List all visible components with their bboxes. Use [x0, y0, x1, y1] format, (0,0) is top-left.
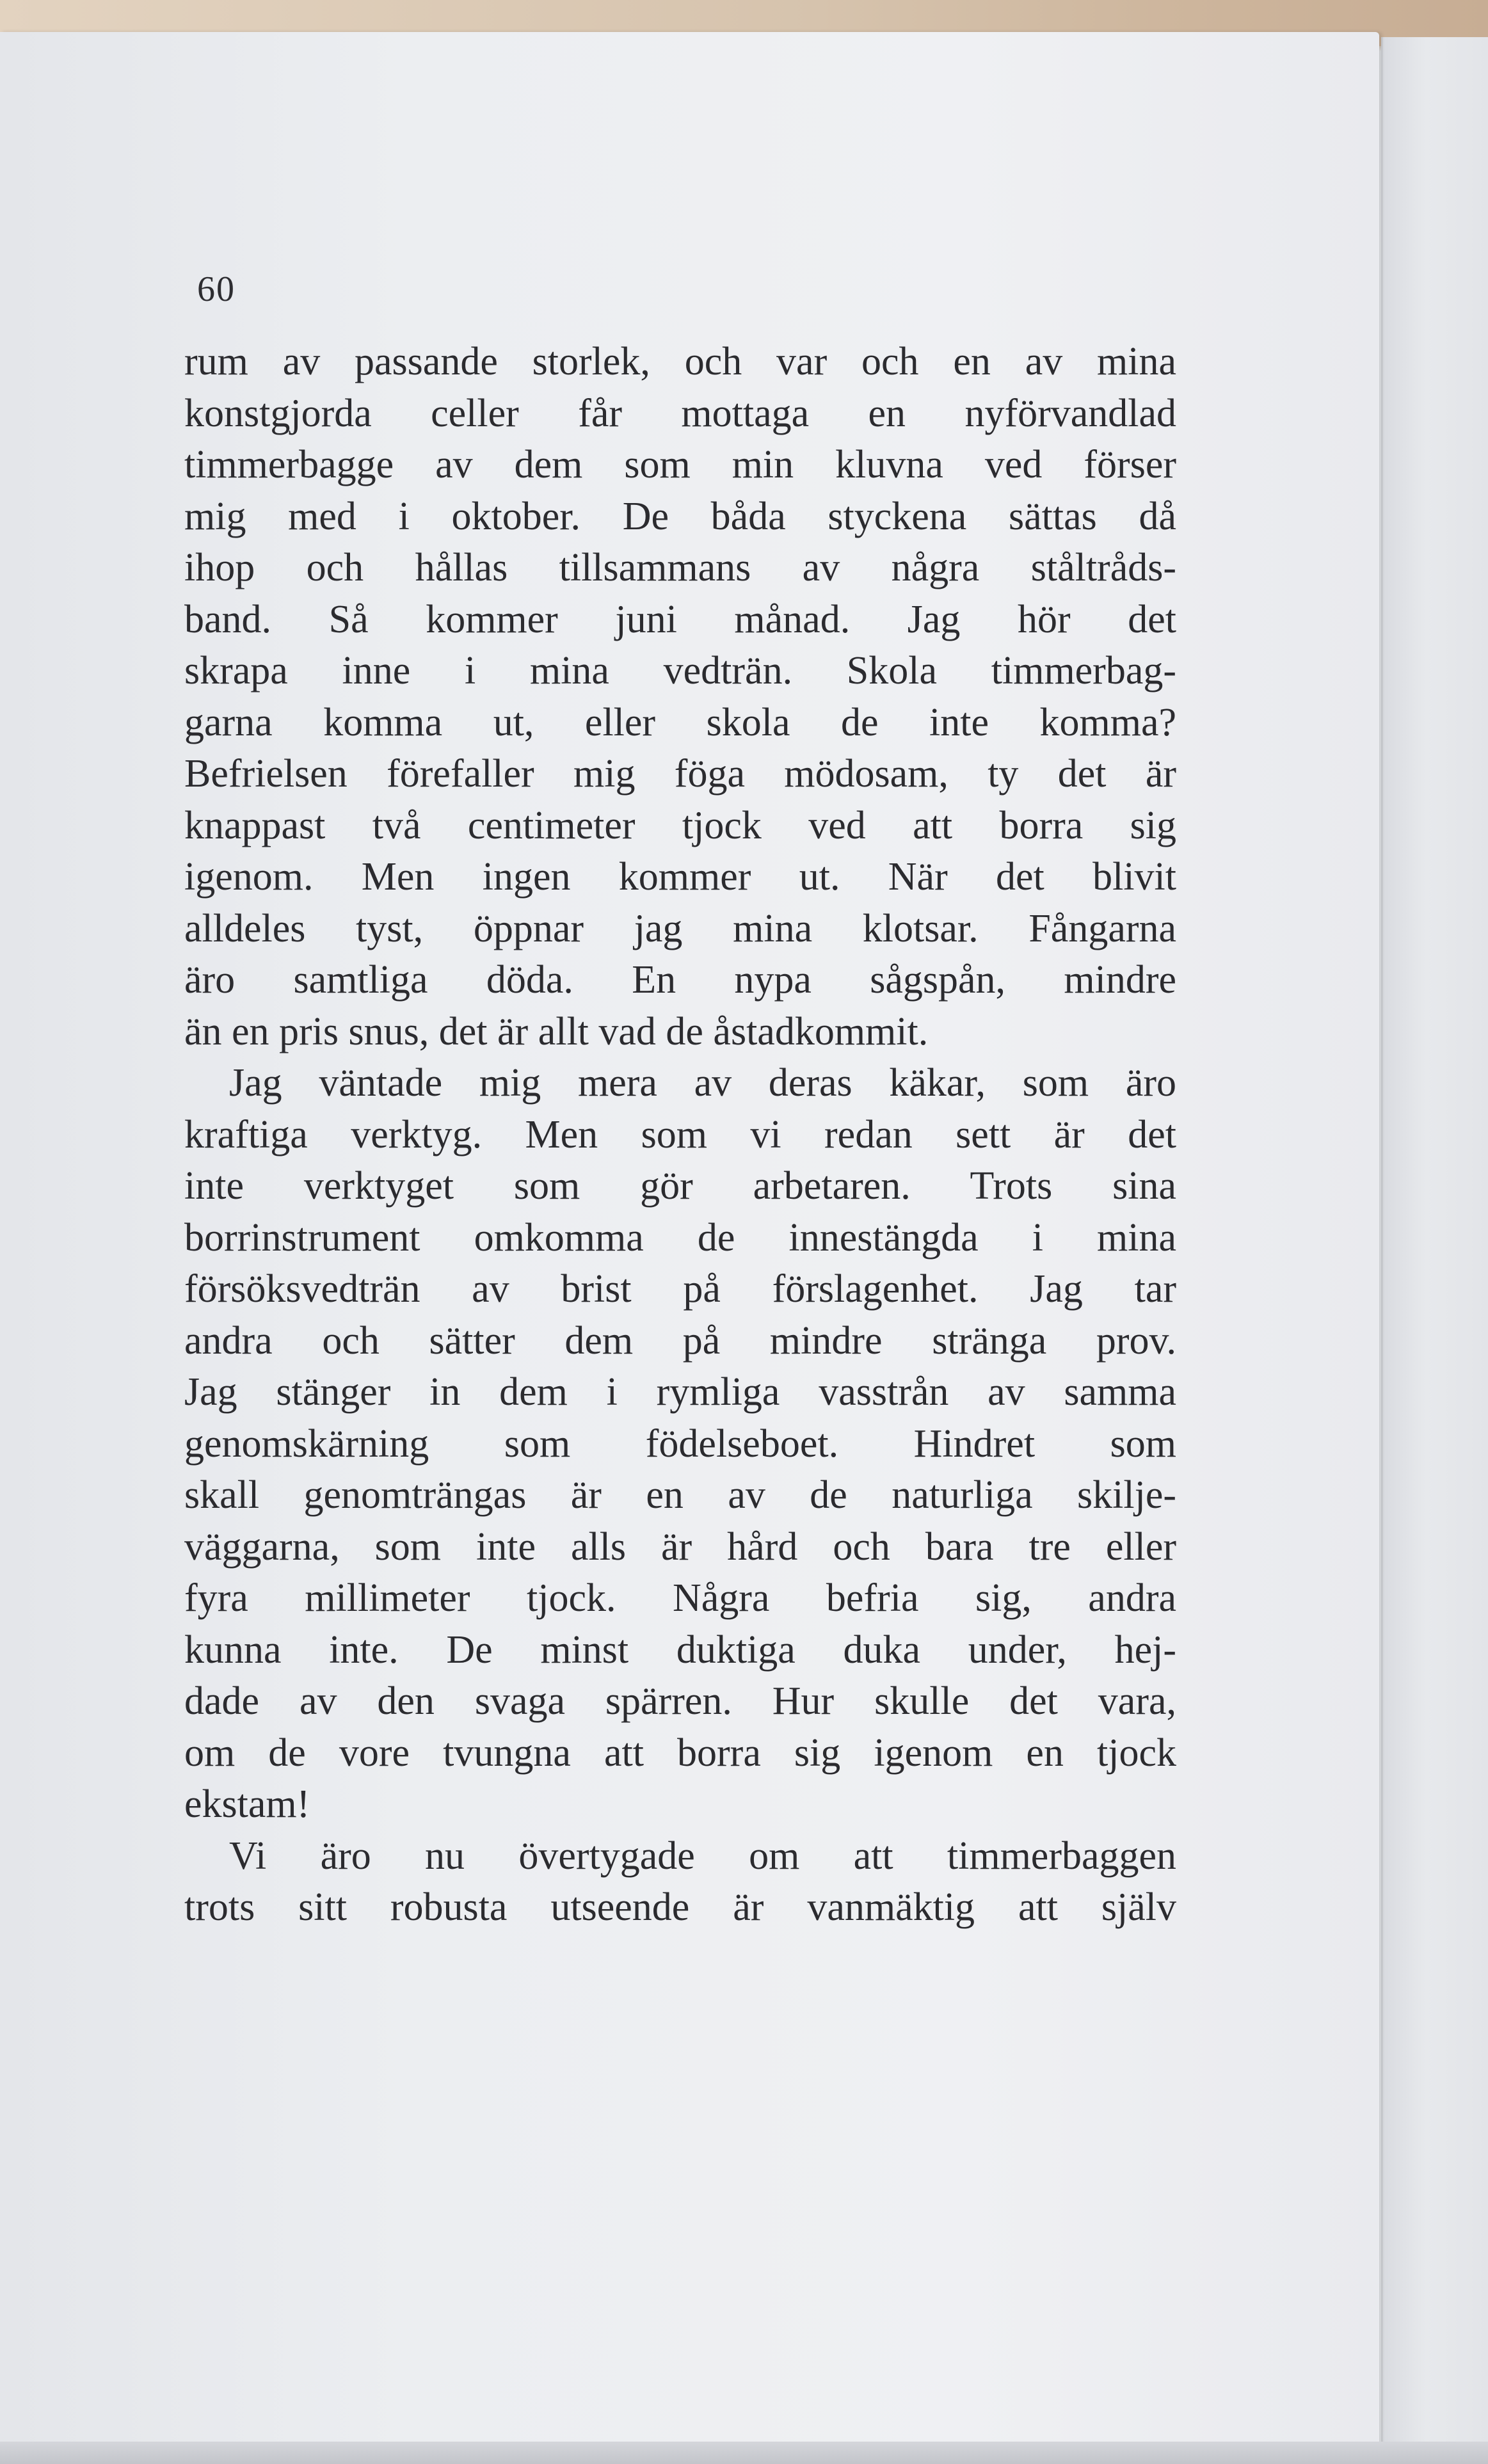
text-line: band. Så kommer juni månad. Jag hör det	[184, 597, 1176, 641]
text-line: knappast två centimeter tjock ved att borra sig	[184, 803, 1176, 847]
text-line: ihop och hållas tillsammans av några ståltråds-	[184, 546, 1176, 589]
text-line: konstgjorda celler får mottaga en nyförvandlad	[184, 391, 1176, 435]
text-line: ekstam!	[184, 1782, 310, 1826]
text-line: alldeles tyst, öppnar jag mina klotsar. Fångarna	[184, 906, 1176, 950]
text-line: garna komma ut, eller skola de inte komma?	[184, 700, 1176, 744]
text-line: rum av passande storlek, och var och en av mina	[184, 340, 1176, 383]
text-line: fyra millimeter tjock. Några befria sig, andra	[184, 1576, 1176, 1620]
text-line: igenom. Men ingen kommer ut. När det blivit	[184, 855, 1176, 899]
paragraph-start-line: Jag väntade mig mera av deras käkar, som äro	[229, 1061, 1176, 1105]
text-line: mig med i oktober. De båda styckena sättas då	[184, 494, 1176, 538]
text-line: om de vore tvungna att borra sig igenom en tjock	[184, 1731, 1176, 1775]
text-line: kunna inte. De minst duktiga duka under, hej-	[184, 1628, 1176, 1672]
text-line: skrapa inne i mina vedträn. Skola timmerbag-	[184, 649, 1176, 692]
text-line: trots sitt robusta utseende är vanmäktig att själv	[184, 1885, 1176, 1929]
text-line: genomskärning som födelseboet. Hindret som	[184, 1421, 1176, 1466]
adjacent-page-edge	[1381, 37, 1488, 2464]
paragraph-start-line: Vi äro nu övertygade om att timmerbaggen	[229, 1834, 1176, 1878]
text-line: försöksvedträn av brist på förslagenhet. Jag tar	[184, 1267, 1176, 1311]
text-line: Befrielsen förefaller mig föga mödosam, ty det är	[184, 752, 1176, 796]
text-line: andra och sätter dem på mindre stränga prov.	[184, 1318, 1176, 1363]
text-line: borrinstrument omkomma de innestängda i mina	[184, 1215, 1176, 1260]
text-line: inte verktyget som gör arbetaren. Trots sina	[184, 1164, 1176, 1208]
text-line: väggarna, som inte alls är hård och bara tre eller	[184, 1524, 1176, 1569]
body-text	[184, 336, 1176, 1933]
text-line: än en pris snus, det är allt vad de åstadkommit.	[184, 1009, 929, 1053]
text-line: timmerbagge av dem som min kluvna ved förser	[184, 443, 1176, 486]
text-line: skall genomträngas är en av de naturliga skilje-	[184, 1473, 1176, 1517]
text-line: dade av den svaga spärren. Hur skulle det vara,	[184, 1679, 1176, 1723]
text-line: äro samtliga döda. En nypa sågspån, mindre	[184, 958, 1176, 1002]
text-line: Jag stänger in dem i rymliga vasstrån av samma	[184, 1370, 1176, 1414]
text-line: kraftiga verktyg. Men som vi redan sett är det	[184, 1112, 1176, 1156]
page-number: 60	[197, 269, 236, 309]
page-bottom-edge	[0, 2442, 1488, 2464]
